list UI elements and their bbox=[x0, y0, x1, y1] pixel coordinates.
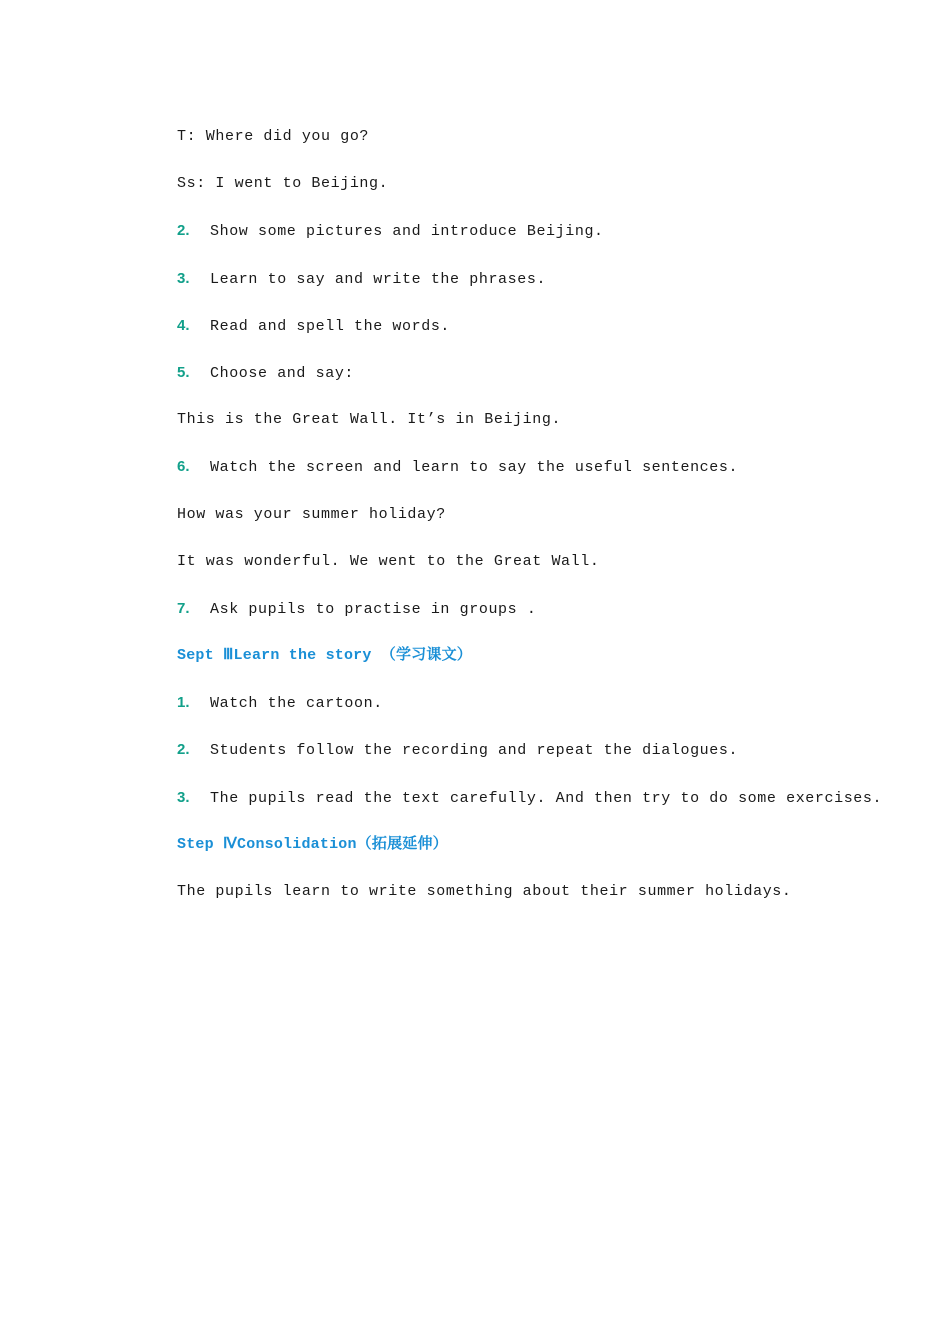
list-item bbox=[177, 785, 883, 832]
line-text: The pupils learn to write something about their summer holidays. bbox=[177, 883, 792, 900]
item-text: Show some pictures and introduce Beijing. bbox=[210, 223, 604, 241]
list-item bbox=[177, 454, 877, 501]
line-text: Ss: I went to Beijing. bbox=[177, 175, 389, 193]
item-text: Watch the screen and learn to say the useful sentences. bbox=[210, 459, 739, 477]
lesson-plan-body bbox=[177, 124, 883, 926]
item-number: 5. bbox=[177, 363, 190, 381]
item-number: 2. bbox=[177, 741, 190, 759]
item-text: Students follow the recording and repeat the dialogues. bbox=[210, 742, 739, 760]
item-number: 6. bbox=[177, 458, 190, 476]
example-sentence bbox=[177, 502, 877, 549]
list-item bbox=[177, 737, 877, 784]
item-text: Ask pupils to practise in groups . bbox=[210, 600, 537, 618]
item-text: Watch the cartoon. bbox=[210, 695, 383, 713]
item-number: 2. bbox=[177, 222, 190, 240]
dialogue-line-students bbox=[177, 171, 877, 218]
list-item bbox=[177, 218, 877, 265]
item-text: Learn to say and write the phrases. bbox=[210, 270, 547, 288]
line-text: It was wonderful. We went to the Great Wall. bbox=[177, 552, 600, 570]
list-item bbox=[177, 266, 877, 313]
item-number: 4. bbox=[177, 316, 190, 334]
example-sentence bbox=[177, 549, 877, 596]
section-heading-learn-story: Sept ⅢLearn the story （学习课文） bbox=[177, 647, 472, 665]
example-sentence bbox=[177, 407, 877, 454]
item-text: Read and spell the words. bbox=[210, 317, 451, 335]
line-text: T: Where did you go? bbox=[177, 128, 370, 145]
item-number: 7. bbox=[177, 599, 190, 617]
line-text: This is the Great Wall. It’s in Beijing. bbox=[177, 411, 562, 429]
item-number: 3. bbox=[177, 788, 190, 806]
item-number: 1. bbox=[177, 694, 190, 712]
dialogue-line-teacher bbox=[177, 124, 877, 171]
list-item bbox=[177, 596, 877, 643]
paragraph bbox=[177, 879, 877, 926]
item-text: Choose and say: bbox=[210, 364, 355, 382]
list-item bbox=[177, 360, 877, 407]
item-number: 3. bbox=[177, 269, 190, 287]
line-text: How was your summer holiday? bbox=[177, 505, 446, 523]
list-item bbox=[177, 690, 877, 737]
list-item bbox=[177, 313, 877, 360]
section-heading-consolidation: Step ⅣConsolidation（拓展延伸） bbox=[177, 835, 448, 853]
item-text: The pupils read the text carefully. And then try to do some exercises. bbox=[210, 789, 883, 807]
